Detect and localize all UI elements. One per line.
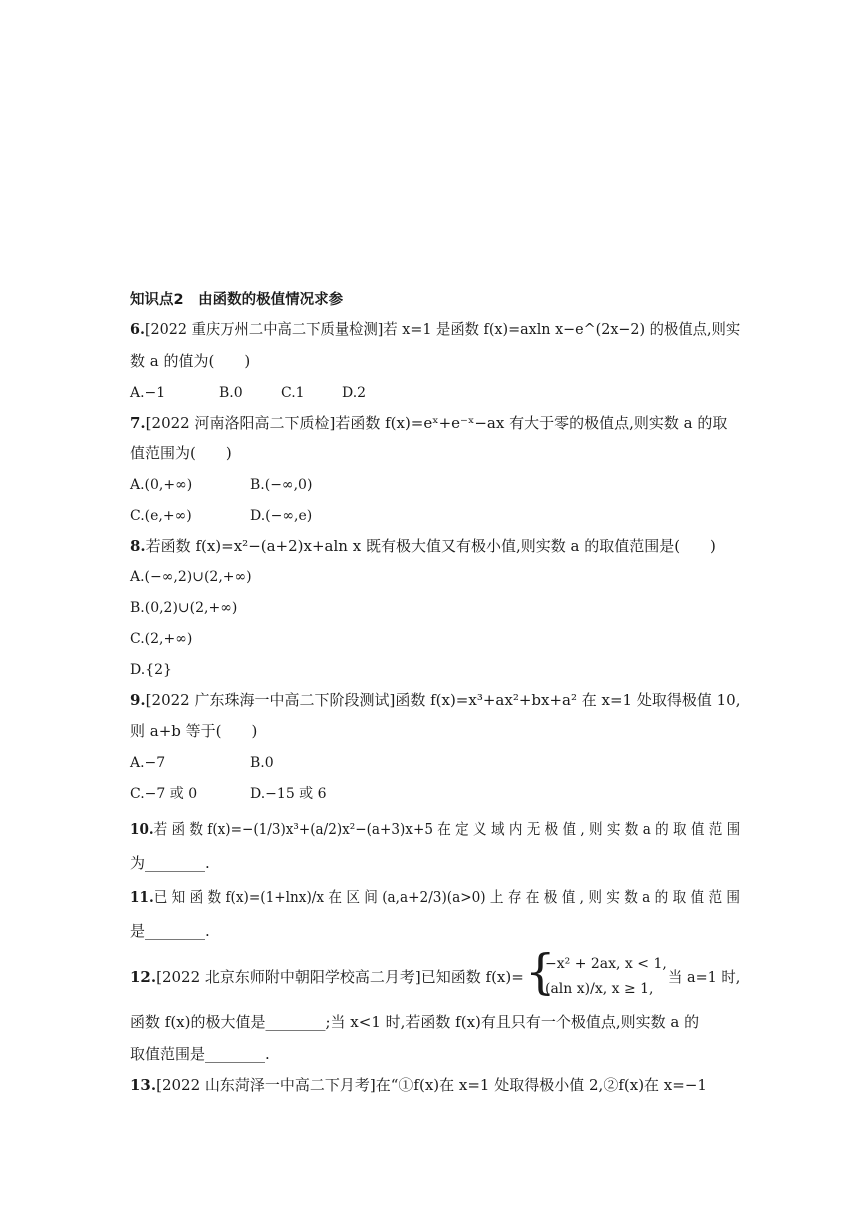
question-12-line-3: 取值范围是________. [130, 1045, 270, 1063]
question-13-text: [2022 山东菏泽一中高二下月考]在“①f(x)在 x=1 处取得极小值 2,②f(x)在 x=−1 [156, 1076, 707, 1094]
question-8-option-d: D.{2} [130, 662, 172, 678]
question-8-line-1 [130, 535, 716, 557]
question-8-option-c: C.(2,+∞) [130, 631, 193, 647]
question-11-line-1 [130, 886, 740, 908]
question-6-number: 6. [130, 320, 145, 338]
question-10-text: 若 函 数 f(x)=−(1/3)x³+(a/2)x²−(a+3)x+5 在 定 义 域 内 无 极 值 , 则 实 数 a 的 取 值 范 围 [153, 820, 741, 838]
question-11-line-2: 是________. [130, 922, 210, 940]
question-6-option-a: A.−1 [130, 385, 166, 401]
question-12-text: [2022 北京东师附中朝阳学校高二月考]已知函数 f(x)= [156, 968, 524, 986]
question-10-line-2: 为________. [130, 854, 210, 872]
question-11-number: 11. [130, 888, 154, 906]
question-6-text: [2022 重庆万州二中高二下质量检测]若 x=1 是函数 f(x)=axln x−e^(2x−2) 的极值点,则实 [144, 320, 741, 338]
question-6-line-1 [130, 318, 740, 340]
question-6-option-c: C.1 [281, 385, 305, 401]
question-7-line-1 [130, 412, 727, 434]
piecewise-brace: { [525, 944, 556, 1000]
piecewise-case-2: (aln x)/x, x ≥ 1, [545, 981, 654, 997]
question-7-line-2: 值范围为( ) [130, 444, 232, 462]
question-9-line-1 [130, 689, 740, 711]
question-7-option-d: D.(−∞,e) [250, 508, 313, 524]
question-7-option-a: A.(0,+∞) [130, 477, 193, 493]
question-9-option-d: D.−15 或 6 [250, 786, 327, 802]
question-6-line-2: 数 a 的值为( ) [130, 352, 251, 370]
question-9-option-a: A.−7 [130, 755, 166, 771]
question-8-text: 若函数 f(x)=x²−(a+2)x+aln x 既有极大值又有极小值,则实数 a 的取值范围是( ) [145, 537, 716, 555]
question-7-number: 7. [130, 414, 146, 432]
question-8-number: 8. [130, 537, 146, 555]
question-9-number: 9. [130, 691, 146, 709]
question-6-option-d: D.2 [342, 385, 367, 401]
question-12-line-1b: 当 a=1 时, [668, 968, 741, 986]
section-heading: 知识点2 由函数的极值情况求参 [130, 292, 344, 308]
question-7-option-c: C.(e,+∞) [130, 508, 192, 524]
question-12-line-2: 函数 f(x)的极大值是________;当 x<1 时,若函数 f(x)有且只有一个极值点,则实数 a 的 [130, 1013, 700, 1031]
question-11-text: 已 知 函 数 f(x)=(1+lnx)/x 在 区 间 (a,a+2/3)(a>0) 上 存 在 极 值 , 则 实 数 a 的 取 值 范 围 [153, 888, 741, 906]
question-9-line-2: 则 a+b 等于( ) [130, 722, 258, 740]
question-9-option-c: C.−7 或 0 [130, 786, 198, 802]
question-9-text: [2022 广东珠海一中高二下阶段测试]函数 f(x)=x³+ax²+bx+a² 在 x=1 处取得极值 10, [145, 691, 741, 709]
question-8-option-a: A.(−∞,2)∪(2,+∞) [130, 569, 252, 585]
question-13-number: 13. [130, 1076, 157, 1094]
question-9-option-b: B.0 [250, 755, 274, 771]
question-7-option-b: B.(−∞,0) [250, 477, 313, 493]
piecewise-case-1: −x² + 2ax, x < 1, [545, 956, 667, 972]
question-12-line-1a [130, 966, 524, 988]
question-13-line-1 [130, 1074, 707, 1096]
question-8-option-b: B.(0,2)∪(2,+∞) [130, 600, 238, 616]
question-7-text: [2022 河南洛阳高二下质检]若函数 f(x)=eˣ+e⁻ˣ−ax 有大于零的极值点,则实数 a 的取 [145, 414, 728, 432]
question-12-number: 12. [130, 968, 157, 986]
question-10-line-1 [130, 818, 740, 840]
question-6-option-b: B.0 [219, 385, 243, 401]
question-10-number: 10. [130, 820, 154, 838]
